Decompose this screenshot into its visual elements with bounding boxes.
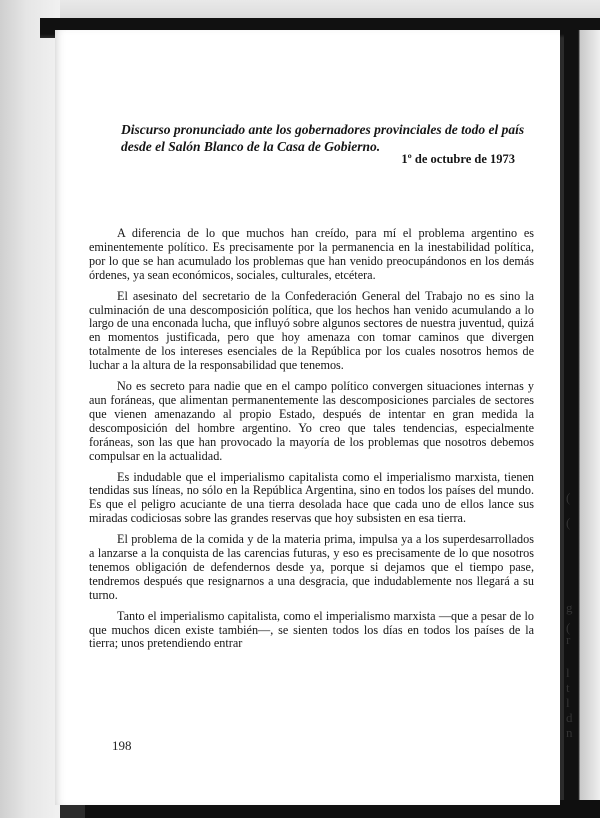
facing-fragment: n <box>566 725 573 740</box>
facing-fragment: l <box>566 695 570 710</box>
facing-fragment: t <box>566 680 570 695</box>
facing-fragment: d <box>566 710 573 725</box>
speech-date: 1º de octubre de 1973 <box>401 152 515 166</box>
speech-body <box>89 227 534 658</box>
facing-fragment: ( <box>566 490 571 505</box>
facing-fragment: g <box>566 600 573 615</box>
paragraph: Es indudable que el imperialismo capitalista como el imperialismo marxista, tienen tendidas sus líneas, no sólo en la República Argentina, sino en todos los países del mundo. Es que el peligro acuciante de una tierra desolada hace que cada uno de ellos lance sus miradas codiciosas sobre las grandes reservas que hoy subsisten en esa tierra. <box>89 469 534 526</box>
paragraph: El asesinato del secretario de la Confederación General del Trabajo no es sino la culminación de una descomposición política, que los hechos han venido acumulando a lo largo de una enconada lucha, que influyó sobre algunos sectores de nuestra juventud, quizá en momentos justificada, pero que hoy amenaza con tomar caminos que divergen totalmente de los intereses esenciales de la República por los cuales nosotros hemos de luchar a la altura de la responsabilidad que tenemos. <box>89 288 534 373</box>
facing-fragment: l <box>566 665 570 680</box>
facing-fragment: ( <box>566 515 571 530</box>
page-number: 198 <box>112 738 132 753</box>
paragraph: El problema de la comida y de la materia prima, impulsa ya a los superdesarrollados a lanzarse a la conquista de las carencias futuras, y eso es precisamente de lo que nosotros tenemos obligación de defendernos desde ya, porque si dejamos que el tiempo pase, tendremos después que resignarnos a una desgracia, que indudablemente nos llegará a su turno. <box>89 532 534 602</box>
speech-title: Discurso pronunciado ante los gobernadores provinciales de todo el país desde el Salón Blanco de la Casa de Gobierno. <box>121 122 525 154</box>
paragraph: No es secreto para nadie que en el campo político convergen situaciones internas y aun foráneas, que alimentan permanentemente las descomposiciones parciales de sectores que vienen amenazando al propio Estado, después de intentar en gran medida la descomposición del hombre argentino. Yo creo que tales tendencias, especialmente foráneas, son las que han provocado la mayoría de los problemas que nosotros debemos compulsar en la actualidad. <box>89 379 534 463</box>
paragraph: A diferencia de lo que muchos han creído, para mí el problema argentino es eminentemente político. Es precisamente por la permanencia en la inestabilidad política, por lo que se han acumulado los problemas que han venido preocupándonos en los demás órdenes, ya sean económicos, sociales, culturales, etcétera. <box>89 226 534 282</box>
facing-fragment: ( <box>566 620 571 635</box>
facing-fragment: r <box>566 632 571 647</box>
facing-page-fragments <box>566 480 590 740</box>
scan-left-edge <box>0 0 60 818</box>
book-page <box>55 30 560 805</box>
paragraph: Tanto el imperialismo capitalista, como el imperialismo marxista —que a pesar de lo que muchos dicen existe también—, se sienten todos los días en todos los países de la tierra; unos pretendiendo entrar <box>89 608 534 651</box>
